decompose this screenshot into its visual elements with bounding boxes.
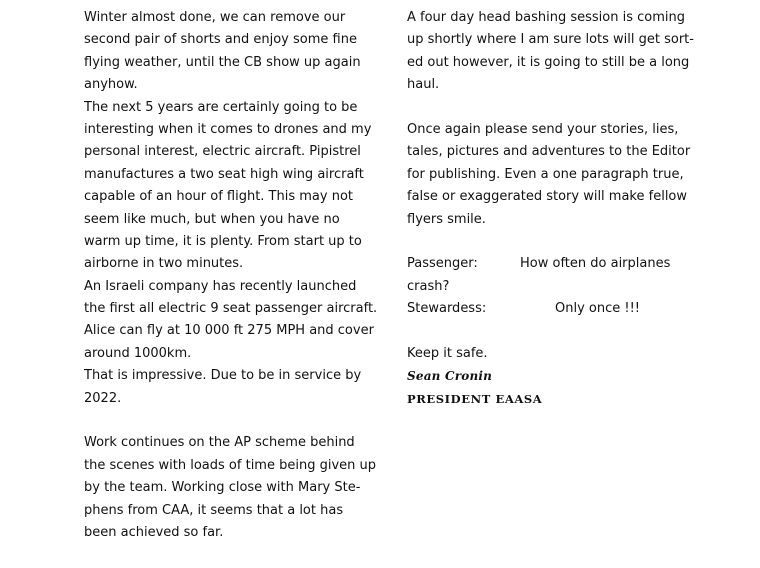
text-line: around 1000km. (84, 345, 192, 361)
text-line: second pair of shorts and enjoy some fine (84, 32, 357, 48)
text-line: flyers smile. (407, 211, 486, 227)
blank-line (84, 410, 384, 432)
passenger-question-continued: crash? (407, 278, 450, 294)
left-column (84, 7, 384, 544)
text-line: capable of an hour of flight. This may not (84, 189, 353, 205)
text-line: manufactures a two seat high wing aircraft (84, 166, 364, 182)
dialogue-line-stewardess (407, 298, 707, 320)
text-line: That is impressive. Due to be in service by (84, 368, 362, 384)
text-line: flying weather, until the CB show up again (84, 54, 361, 70)
text-line: false or exaggerated story will make fellow (407, 189, 688, 205)
text-line: up shortly where I am sure lots will get sort- (407, 32, 694, 48)
closing-line: Keep it safe. (407, 345, 488, 361)
right-paragraphs (407, 7, 707, 253)
stewardess-answer: Only once !!! (555, 301, 641, 317)
signature-title: PRESIDENT EAASA (407, 391, 543, 406)
text-line: the scenes with loads of time being given up (84, 457, 376, 473)
text-line: 2022. (84, 390, 122, 406)
text-line: personal interest, electric aircraft. Pipistrel (84, 144, 361, 160)
text-line: A four day head bashing session is coming (407, 10, 686, 25)
text-line: warm up time, it is plenty. From start up to (84, 233, 362, 249)
text-line: interesting when it comes to drones and my (84, 121, 372, 137)
text-line: Alice can fly at 10 000 ft 275 MPH and cover (84, 323, 374, 339)
speaker-stewardess: Stewardess: (407, 301, 487, 317)
text-line: seem like much, but when you have no (84, 211, 340, 227)
text-line: Once again please send your stories, lies, (407, 121, 679, 137)
text-line: for publishing. Even a one paragraph true, (407, 166, 684, 182)
text-line: the first all electric 9 seat passenger aircraft. (84, 301, 378, 317)
blank-line (407, 320, 707, 342)
text-line: been achieved so far. (84, 524, 224, 540)
text-line: An Israeli company has recently launched (84, 278, 357, 294)
blank-line (407, 97, 707, 119)
blank-line (407, 231, 707, 253)
text-line: ed out however, it is going to still be a long (407, 54, 690, 70)
text-line: The next 5 years are certainly going to be (84, 99, 358, 115)
text-line: anyhow. (84, 77, 138, 93)
speaker-passenger: Passenger: (407, 256, 478, 272)
text-line: phens from CAA, it seems that a lot has (84, 502, 344, 518)
text-line: haul. (407, 77, 440, 93)
signature-name: Sean Cronin (407, 369, 493, 384)
passenger-question: How often do airplanes (520, 256, 671, 272)
text-line: Winter almost done, we can remove our (84, 10, 346, 25)
text-line: by the team. Working close with Mary Ste- (84, 480, 361, 496)
right-column (407, 7, 707, 410)
text-line: airborne in two minutes. (84, 256, 244, 272)
dialogue-line-passenger (407, 253, 707, 275)
text-line: Work continues on the AP scheme behind (84, 435, 355, 451)
text-line: tales, pictures and adventures to the Editor (407, 144, 691, 160)
